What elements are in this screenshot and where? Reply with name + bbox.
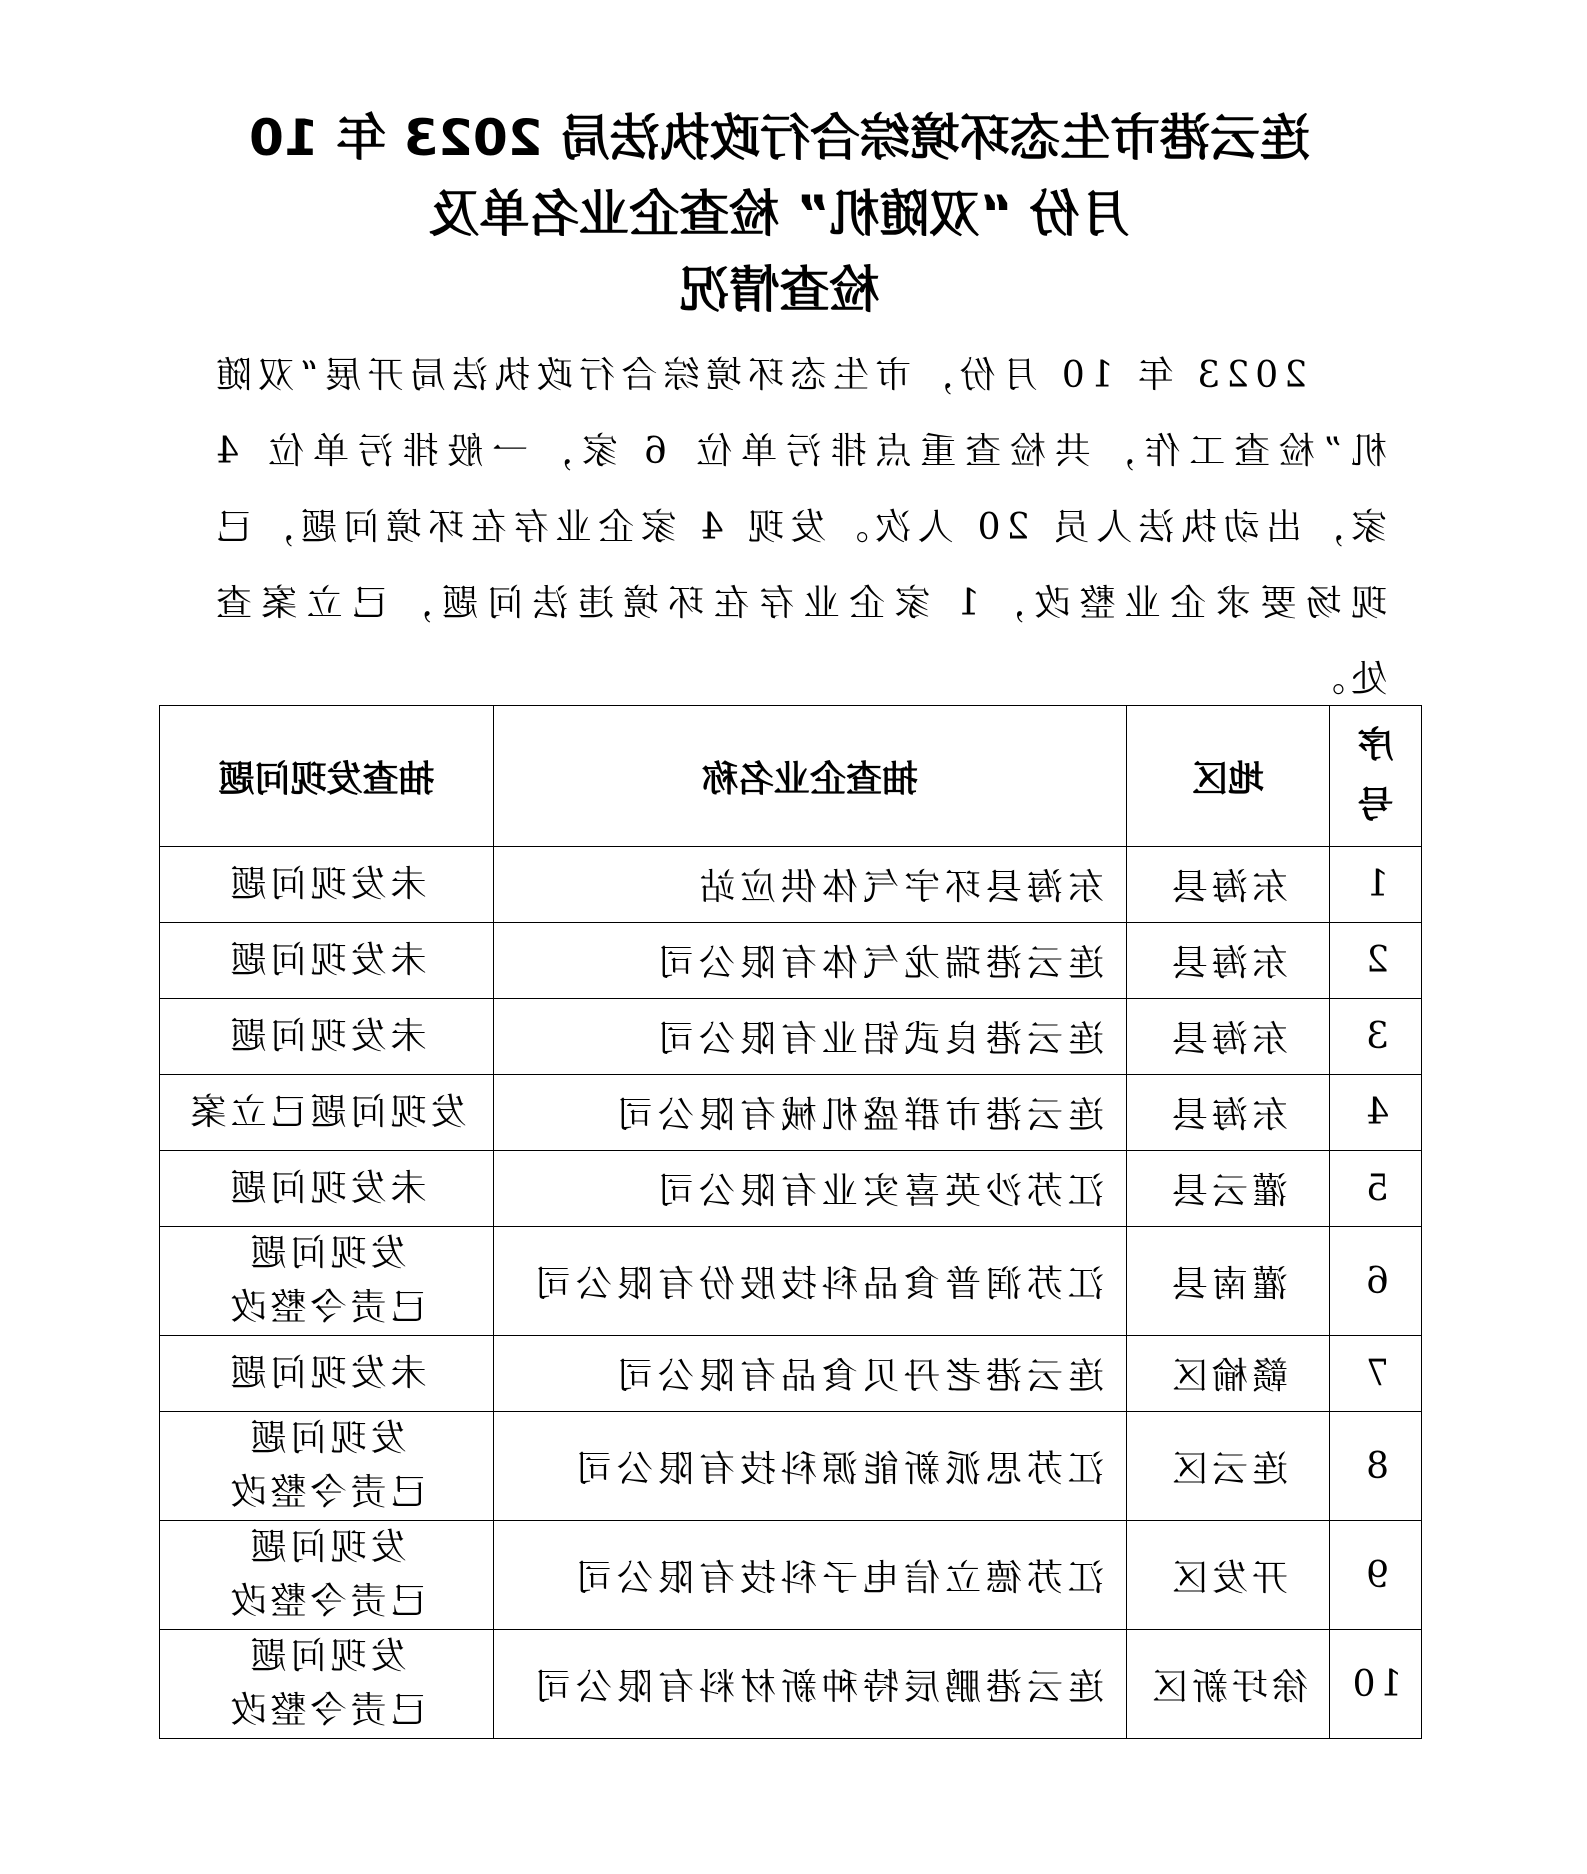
- cell-seq: 3: [1330, 999, 1422, 1075]
- header-region: 地区: [1127, 706, 1330, 847]
- cell-company: 连云港良武铝业有限公司: [494, 999, 1127, 1075]
- cell-region: 徐圩新区: [1127, 1630, 1330, 1739]
- cell-issue: [160, 1521, 494, 1630]
- table-row: [160, 1336, 1422, 1412]
- intro-text: 2023 年 10 月份，市生态环境综合行政执法局开展“双随机”检查工作，共检查重点排污单位 6 家，一般排污单位 4 家，出动执法人员 20 人次。发现 4 家企业存在环境问题，已现场要求企业整改，1 家企业存在环境违法问题，已立案查处。: [210, 355, 1387, 700]
- issue-line-1: 未发现问题: [226, 939, 427, 981]
- title-line-1: 连云港市生态环境综合行政执法局 2023 年 10: [249, 109, 1310, 167]
- issue-line-2: 已责令整改: [226, 1287, 427, 1328]
- cell-issue: [160, 999, 494, 1075]
- cell-company: 连云港市群盛机械有限公司: [494, 1075, 1127, 1151]
- cell-issue: [160, 923, 494, 999]
- table-row: [160, 1151, 1422, 1227]
- header-seq: [1330, 706, 1422, 847]
- issue-line-2: 已责令整改: [226, 1581, 427, 1622]
- cell-region: 东海县: [1127, 999, 1330, 1075]
- header-seq-line-2: 号: [1357, 785, 1394, 826]
- cell-company: 江苏德立信电子科技有限公司: [494, 1521, 1127, 1630]
- inspection-table: [159, 705, 1422, 1739]
- header-issues: 抽查发现问题: [160, 706, 494, 847]
- cell-company: 连云港鹏辰特种新材料有限公司: [494, 1630, 1127, 1739]
- issue-line-1: 未发现问题: [226, 1015, 427, 1057]
- table-body: [160, 847, 1422, 1739]
- table-row: [160, 1075, 1422, 1151]
- cell-seq: 4: [1330, 1075, 1422, 1151]
- issue-line-1: 未发现问题: [226, 1167, 427, 1209]
- cell-region: 灌南县: [1127, 1227, 1330, 1336]
- document-title: [212, 100, 1347, 328]
- cell-region: 赣榆区: [1127, 1336, 1330, 1412]
- cell-region: 东海县: [1127, 847, 1330, 923]
- cell-region: 东海县: [1127, 1075, 1330, 1151]
- issue-line-1: 未发现问题: [226, 863, 427, 905]
- intro-paragraph: [210, 338, 1387, 718]
- table-row: [160, 1521, 1422, 1630]
- issue-line-1: 未发现问题: [226, 1352, 427, 1394]
- title-line-2: 月份 “双随机” 检查企业名单及: [429, 185, 1130, 243]
- header-seq-line-1: 序: [1357, 725, 1394, 766]
- cell-seq: 5: [1330, 1151, 1422, 1227]
- cell-issue: [160, 1227, 494, 1336]
- issue-line-1: 发现问题: [246, 1233, 407, 1274]
- table-row: [160, 923, 1422, 999]
- issue-line-1: 发现问题: [246, 1418, 407, 1459]
- cell-issue: [160, 1151, 494, 1227]
- table-header-row: [160, 706, 1422, 847]
- cell-seq: 6: [1330, 1227, 1422, 1336]
- header-company: 抽查企业名称: [494, 706, 1127, 847]
- cell-region: 灌云县: [1127, 1151, 1330, 1227]
- issue-line-2: 已责令整改: [226, 1472, 427, 1513]
- cell-company: 连云港老丹贝食品有限公司: [494, 1336, 1127, 1412]
- table-row: [160, 1227, 1422, 1336]
- cell-region: 东海县: [1127, 923, 1330, 999]
- table-row: [160, 1630, 1422, 1739]
- table-row: [160, 847, 1422, 923]
- cell-issue: [160, 1336, 494, 1412]
- cell-region: 开发区: [1127, 1521, 1330, 1630]
- issue-line-1: 发现问题: [246, 1527, 407, 1568]
- table-row: [160, 999, 1422, 1075]
- cell-issue: [160, 1630, 494, 1739]
- cell-seq: 1: [1330, 847, 1422, 923]
- cell-seq: 9: [1330, 1521, 1422, 1630]
- cell-company: 江苏沙英喜实业有限公司: [494, 1151, 1127, 1227]
- cell-seq: 8: [1330, 1412, 1422, 1521]
- cell-company: 江苏润普食品科技股份有限公司: [494, 1227, 1127, 1336]
- cell-issue: [160, 847, 494, 923]
- issue-line-2: 已责令整改: [226, 1690, 427, 1731]
- cell-seq: 7: [1330, 1336, 1422, 1412]
- cell-company: 江苏思派新能源科技有限公司: [494, 1412, 1127, 1521]
- title-line-3: 检查情况: [679, 261, 880, 319]
- cell-issue: [160, 1412, 494, 1521]
- cell-seq: 10: [1330, 1630, 1422, 1739]
- issue-line-1: 发现问题: [246, 1636, 407, 1677]
- issue-line-1: 发现问题已立案: [186, 1091, 467, 1133]
- cell-region: 连云区: [1127, 1412, 1330, 1521]
- cell-company: 连云港瑞龙气体有限公司: [494, 923, 1127, 999]
- cell-issue: [160, 1075, 494, 1151]
- cell-seq: 2: [1330, 923, 1422, 999]
- cell-company: 东海县环宇气体供应站: [494, 847, 1127, 923]
- table-row: [160, 1412, 1422, 1521]
